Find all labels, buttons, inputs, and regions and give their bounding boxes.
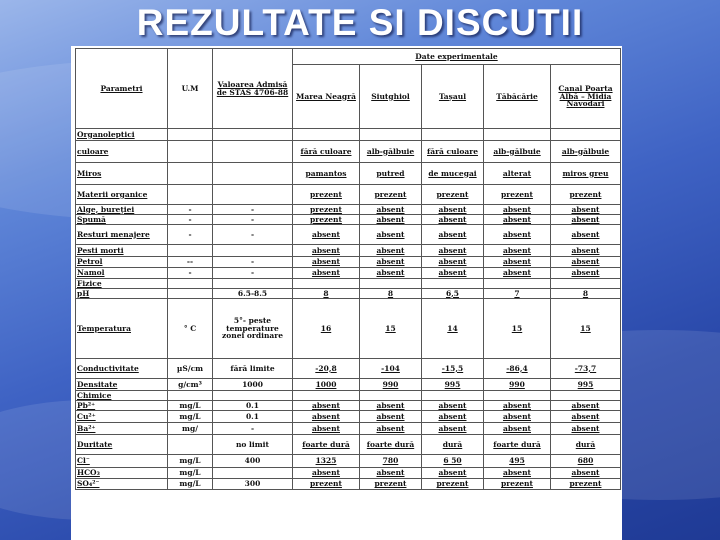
- header-date-experimentale: Date experimentale: [293, 49, 621, 65]
- stas-value-cell: 0.1: [213, 401, 293, 411]
- measurement-cell: absent: [293, 257, 360, 268]
- param-cell: SO₄²⁻: [76, 479, 168, 490]
- stas-value-cell: 0.1: [213, 411, 293, 423]
- measurement-cell: prezent: [360, 479, 422, 490]
- measurement-cell: absent: [551, 423, 621, 435]
- measurement-cell: 1000: [293, 379, 360, 391]
- measurement-cell: absent: [360, 245, 422, 257]
- measurement-cell: absent: [422, 215, 484, 225]
- um-cell: mg/L: [168, 455, 213, 468]
- param-cell: pH: [76, 289, 168, 299]
- measurement-cell: absent: [551, 257, 621, 268]
- measurement-cell: 6,5: [422, 289, 484, 299]
- measurement-cell: [551, 391, 621, 401]
- um-cell: µS/cm: [168, 359, 213, 379]
- stas-value-cell: [213, 163, 293, 185]
- um-cell: g/cm³: [168, 379, 213, 391]
- measurement-cell: foarte dură: [484, 435, 551, 455]
- param-cell: Densitate: [76, 379, 168, 391]
- measurement-cell: [360, 129, 422, 141]
- measurement-cell: alb-gălbuie: [360, 141, 422, 163]
- table-row: [76, 163, 621, 185]
- measurement-cell: [293, 279, 360, 289]
- um-cell: mg/L: [168, 479, 213, 490]
- measurement-cell: absent: [551, 268, 621, 279]
- measurement-cell: absent: [422, 225, 484, 245]
- measurement-cell: 8: [551, 289, 621, 299]
- measurement-cell: [360, 391, 422, 401]
- measurement-cell: prezent: [422, 185, 484, 205]
- measurement-cell: absent: [484, 411, 551, 423]
- measurement-cell: absent: [551, 245, 621, 257]
- stas-value-cell: [213, 245, 293, 257]
- table-row: [76, 401, 621, 411]
- table-row: [76, 257, 621, 268]
- measurement-cell: 8: [360, 289, 422, 299]
- measurement-cell: absent: [422, 468, 484, 479]
- param-cell: Organoleptici: [76, 129, 168, 141]
- measurement-cell: absent: [484, 215, 551, 225]
- measurement-cell: absent: [360, 225, 422, 245]
- um-cell: mg/L: [168, 411, 213, 423]
- param-cell: Pb²⁺: [76, 401, 168, 411]
- param-cell: Namol: [76, 268, 168, 279]
- um-cell: [168, 129, 213, 141]
- measurement-cell: [484, 129, 551, 141]
- measurement-cell: absent: [293, 225, 360, 245]
- param-cell: culoare: [76, 141, 168, 163]
- um-cell: mg/L: [168, 468, 213, 479]
- stas-value-cell: [213, 129, 293, 141]
- table-row: [76, 141, 621, 163]
- measurement-cell: alterat: [484, 163, 551, 185]
- measurement-cell: absent: [484, 268, 551, 279]
- measurement-cell: absent: [551, 205, 621, 215]
- measurement-cell: putred: [360, 163, 422, 185]
- measurement-cell: [293, 129, 360, 141]
- measurement-cell: absent: [360, 215, 422, 225]
- measurement-cell: 990: [484, 379, 551, 391]
- measurement-cell: [551, 129, 621, 141]
- um-cell: [168, 185, 213, 205]
- param-cell: Petrol: [76, 257, 168, 268]
- measurement-cell: absent: [293, 411, 360, 423]
- measurement-cell: 15: [551, 299, 621, 359]
- measurement-cell: 1325: [293, 455, 360, 468]
- um-cell: [168, 245, 213, 257]
- stas-value-cell: 300: [213, 479, 293, 490]
- measurement-cell: absent: [360, 468, 422, 479]
- measurement-cell: prezent: [551, 479, 621, 490]
- param-cell: Chimice: [76, 391, 168, 401]
- um-cell: ° C: [168, 299, 213, 359]
- measurement-cell: prezent: [484, 479, 551, 490]
- table-row: [76, 215, 621, 225]
- measurement-cell: dură: [422, 435, 484, 455]
- measurement-cell: absent: [293, 268, 360, 279]
- measurement-cell: 16: [293, 299, 360, 359]
- um-cell: [168, 435, 213, 455]
- measurement-cell: [293, 391, 360, 401]
- measurement-cell: absent: [551, 411, 621, 423]
- measurement-cell: [422, 391, 484, 401]
- table-row: [76, 268, 621, 279]
- stas-value-cell: -: [213, 423, 293, 435]
- stas-value-cell: -: [213, 225, 293, 245]
- measurement-cell: absent: [422, 268, 484, 279]
- stas-value-cell: -: [213, 205, 293, 215]
- measurement-cell: absent: [484, 225, 551, 245]
- um-cell: mg/L: [168, 401, 213, 411]
- measurement-cell: absent: [484, 468, 551, 479]
- header-parametri: Parametri: [76, 49, 168, 129]
- table-row: [76, 423, 621, 435]
- measurement-cell: absent: [551, 225, 621, 245]
- measurement-cell: absent: [360, 401, 422, 411]
- param-cell: Cl⁻: [76, 455, 168, 468]
- measurement-cell: 990: [360, 379, 422, 391]
- stas-value-cell: no limit: [213, 435, 293, 455]
- param-cell: Fizice: [76, 279, 168, 289]
- um-cell: [168, 163, 213, 185]
- measurement-cell: absent: [293, 245, 360, 257]
- table-row: [76, 359, 621, 379]
- measurement-cell: absent: [422, 401, 484, 411]
- stas-value-cell: [213, 185, 293, 205]
- stas-value-cell: 1000: [213, 379, 293, 391]
- measurement-cell: 15: [484, 299, 551, 359]
- measurement-cell: 780: [360, 455, 422, 468]
- param-cell: Conductivitate: [76, 359, 168, 379]
- um-cell: -: [168, 268, 213, 279]
- measurement-cell: 6 50: [422, 455, 484, 468]
- measurement-cell: alb-gălbuie: [484, 141, 551, 163]
- table-row: [76, 391, 621, 401]
- header-site: Siutghiol: [360, 65, 422, 129]
- measurement-cell: fără culoare: [422, 141, 484, 163]
- table-row: [76, 279, 621, 289]
- measurement-cell: absent: [422, 411, 484, 423]
- measurement-cell: absent: [293, 468, 360, 479]
- table-row: [76, 205, 621, 215]
- header-site: Tăbăcărie: [484, 65, 551, 129]
- table-row: [76, 411, 621, 423]
- param-cell: Pesti morti: [76, 245, 168, 257]
- param-cell: Resturi menajere: [76, 225, 168, 245]
- param-cell: Ba²⁺: [76, 423, 168, 435]
- header-valoarea: Valoarea Admisă de STAS 4706-88: [213, 49, 293, 129]
- table-row: [76, 185, 621, 205]
- measurement-cell: -86,4: [484, 359, 551, 379]
- measurement-cell: absent: [293, 423, 360, 435]
- header-um: U.M: [168, 49, 213, 129]
- measurement-cell: prezent: [484, 185, 551, 205]
- table-row: [76, 455, 621, 468]
- measurement-cell: absent: [360, 268, 422, 279]
- measurement-cell: absent: [360, 205, 422, 215]
- table-row: [76, 225, 621, 245]
- table-row: [76, 299, 621, 359]
- measurement-cell: prezent: [551, 185, 621, 205]
- param-cell: HCO₃: [76, 468, 168, 479]
- table-row: [76, 435, 621, 455]
- um-cell: -: [168, 205, 213, 215]
- measurement-cell: prezent: [293, 185, 360, 205]
- um-cell: --: [168, 257, 213, 268]
- param-cell: Materii organice: [76, 185, 168, 205]
- header-site: Canal Poarta Albă – Midia Năvodari: [551, 65, 621, 129]
- measurement-cell: [484, 391, 551, 401]
- table-row: [76, 129, 621, 141]
- measurement-cell: -104: [360, 359, 422, 379]
- measurement-cell: absent: [360, 257, 422, 268]
- measurement-cell: prezent: [422, 479, 484, 490]
- stas-value-cell: fără limite: [213, 359, 293, 379]
- measurement-cell: prezent: [293, 215, 360, 225]
- stas-value-cell: -: [213, 268, 293, 279]
- stas-value-cell: [213, 279, 293, 289]
- param-cell: Spumă: [76, 215, 168, 225]
- measurement-cell: 995: [551, 379, 621, 391]
- measurement-cell: -20,8: [293, 359, 360, 379]
- measurement-cell: 15: [360, 299, 422, 359]
- param-cell: Cu²⁺: [76, 411, 168, 423]
- measurement-cell: absent: [422, 423, 484, 435]
- measurement-cell: absent: [422, 205, 484, 215]
- measurement-cell: fără culoare: [293, 141, 360, 163]
- measurement-cell: [360, 279, 422, 289]
- measurement-cell: [551, 279, 621, 289]
- measurement-cell: absent: [551, 468, 621, 479]
- measurement-cell: foarte dură: [293, 435, 360, 455]
- measurement-cell: pamantos: [293, 163, 360, 185]
- stas-value-cell: [213, 468, 293, 479]
- um-cell: mg/: [168, 423, 213, 435]
- measurement-cell: absent: [360, 411, 422, 423]
- measurement-cell: absent: [422, 257, 484, 268]
- measurement-cell: prezent: [360, 185, 422, 205]
- measurement-cell: absent: [484, 423, 551, 435]
- header-site: Marea Neagră: [293, 65, 360, 129]
- measurement-cell: absent: [484, 257, 551, 268]
- um-cell: [168, 279, 213, 289]
- measurement-cell: foarte dură: [360, 435, 422, 455]
- measurement-cell: absent: [293, 401, 360, 411]
- um-cell: [168, 391, 213, 401]
- measurement-cell: 7: [484, 289, 551, 299]
- measurement-cell: de mucegai: [422, 163, 484, 185]
- measurement-cell: absent: [360, 423, 422, 435]
- param-cell: Temperatura: [76, 299, 168, 359]
- header-site: Tașaul: [422, 65, 484, 129]
- stas-value-cell: [213, 141, 293, 163]
- measurement-cell: absent: [484, 245, 551, 257]
- measurement-cell: [484, 279, 551, 289]
- um-cell: -: [168, 225, 213, 245]
- stas-value-cell: 5°- peste temperature zonei ordinare: [213, 299, 293, 359]
- measurement-cell: absent: [551, 215, 621, 225]
- measurement-cell: absent: [484, 205, 551, 215]
- um-cell: -: [168, 215, 213, 225]
- table-row: [76, 468, 621, 479]
- measurement-cell: 8: [293, 289, 360, 299]
- measurement-cell: prezent: [293, 479, 360, 490]
- table-row: [76, 379, 621, 391]
- measurement-cell: -73,7: [551, 359, 621, 379]
- stas-value-cell: -: [213, 257, 293, 268]
- measurement-cell: [422, 279, 484, 289]
- table-row: [76, 289, 621, 299]
- um-cell: [168, 289, 213, 299]
- measurement-cell: absent: [422, 245, 484, 257]
- measurement-cell: alb-gălbuie: [551, 141, 621, 163]
- measurement-cell: -15,5: [422, 359, 484, 379]
- measurement-cell: absent: [484, 401, 551, 411]
- slide-title: REZULTATE SI DISCUTII: [136, 2, 584, 43]
- stas-value-cell: 400: [213, 455, 293, 468]
- table-row: [76, 245, 621, 257]
- um-cell: [168, 141, 213, 163]
- measurement-cell: 14: [422, 299, 484, 359]
- stas-value-cell: -: [213, 215, 293, 225]
- table-row: [76, 479, 621, 490]
- param-cell: Duritate: [76, 435, 168, 455]
- measurement-cell: [422, 129, 484, 141]
- measurement-cell: 495: [484, 455, 551, 468]
- param-cell: Miros: [76, 163, 168, 185]
- measurement-cell: dură: [551, 435, 621, 455]
- measurement-cell: 995: [422, 379, 484, 391]
- stas-value-cell: 6.5-8.5: [213, 289, 293, 299]
- stas-value-cell: [213, 391, 293, 401]
- results-table: [75, 48, 621, 490]
- results-table-sheet: [71, 46, 622, 540]
- measurement-cell: miros greu: [551, 163, 621, 185]
- measurement-cell: 680: [551, 455, 621, 468]
- param-cell: Alge, bureţiei: [76, 205, 168, 215]
- measurement-cell: prezent: [293, 205, 360, 215]
- measurement-cell: absent: [551, 401, 621, 411]
